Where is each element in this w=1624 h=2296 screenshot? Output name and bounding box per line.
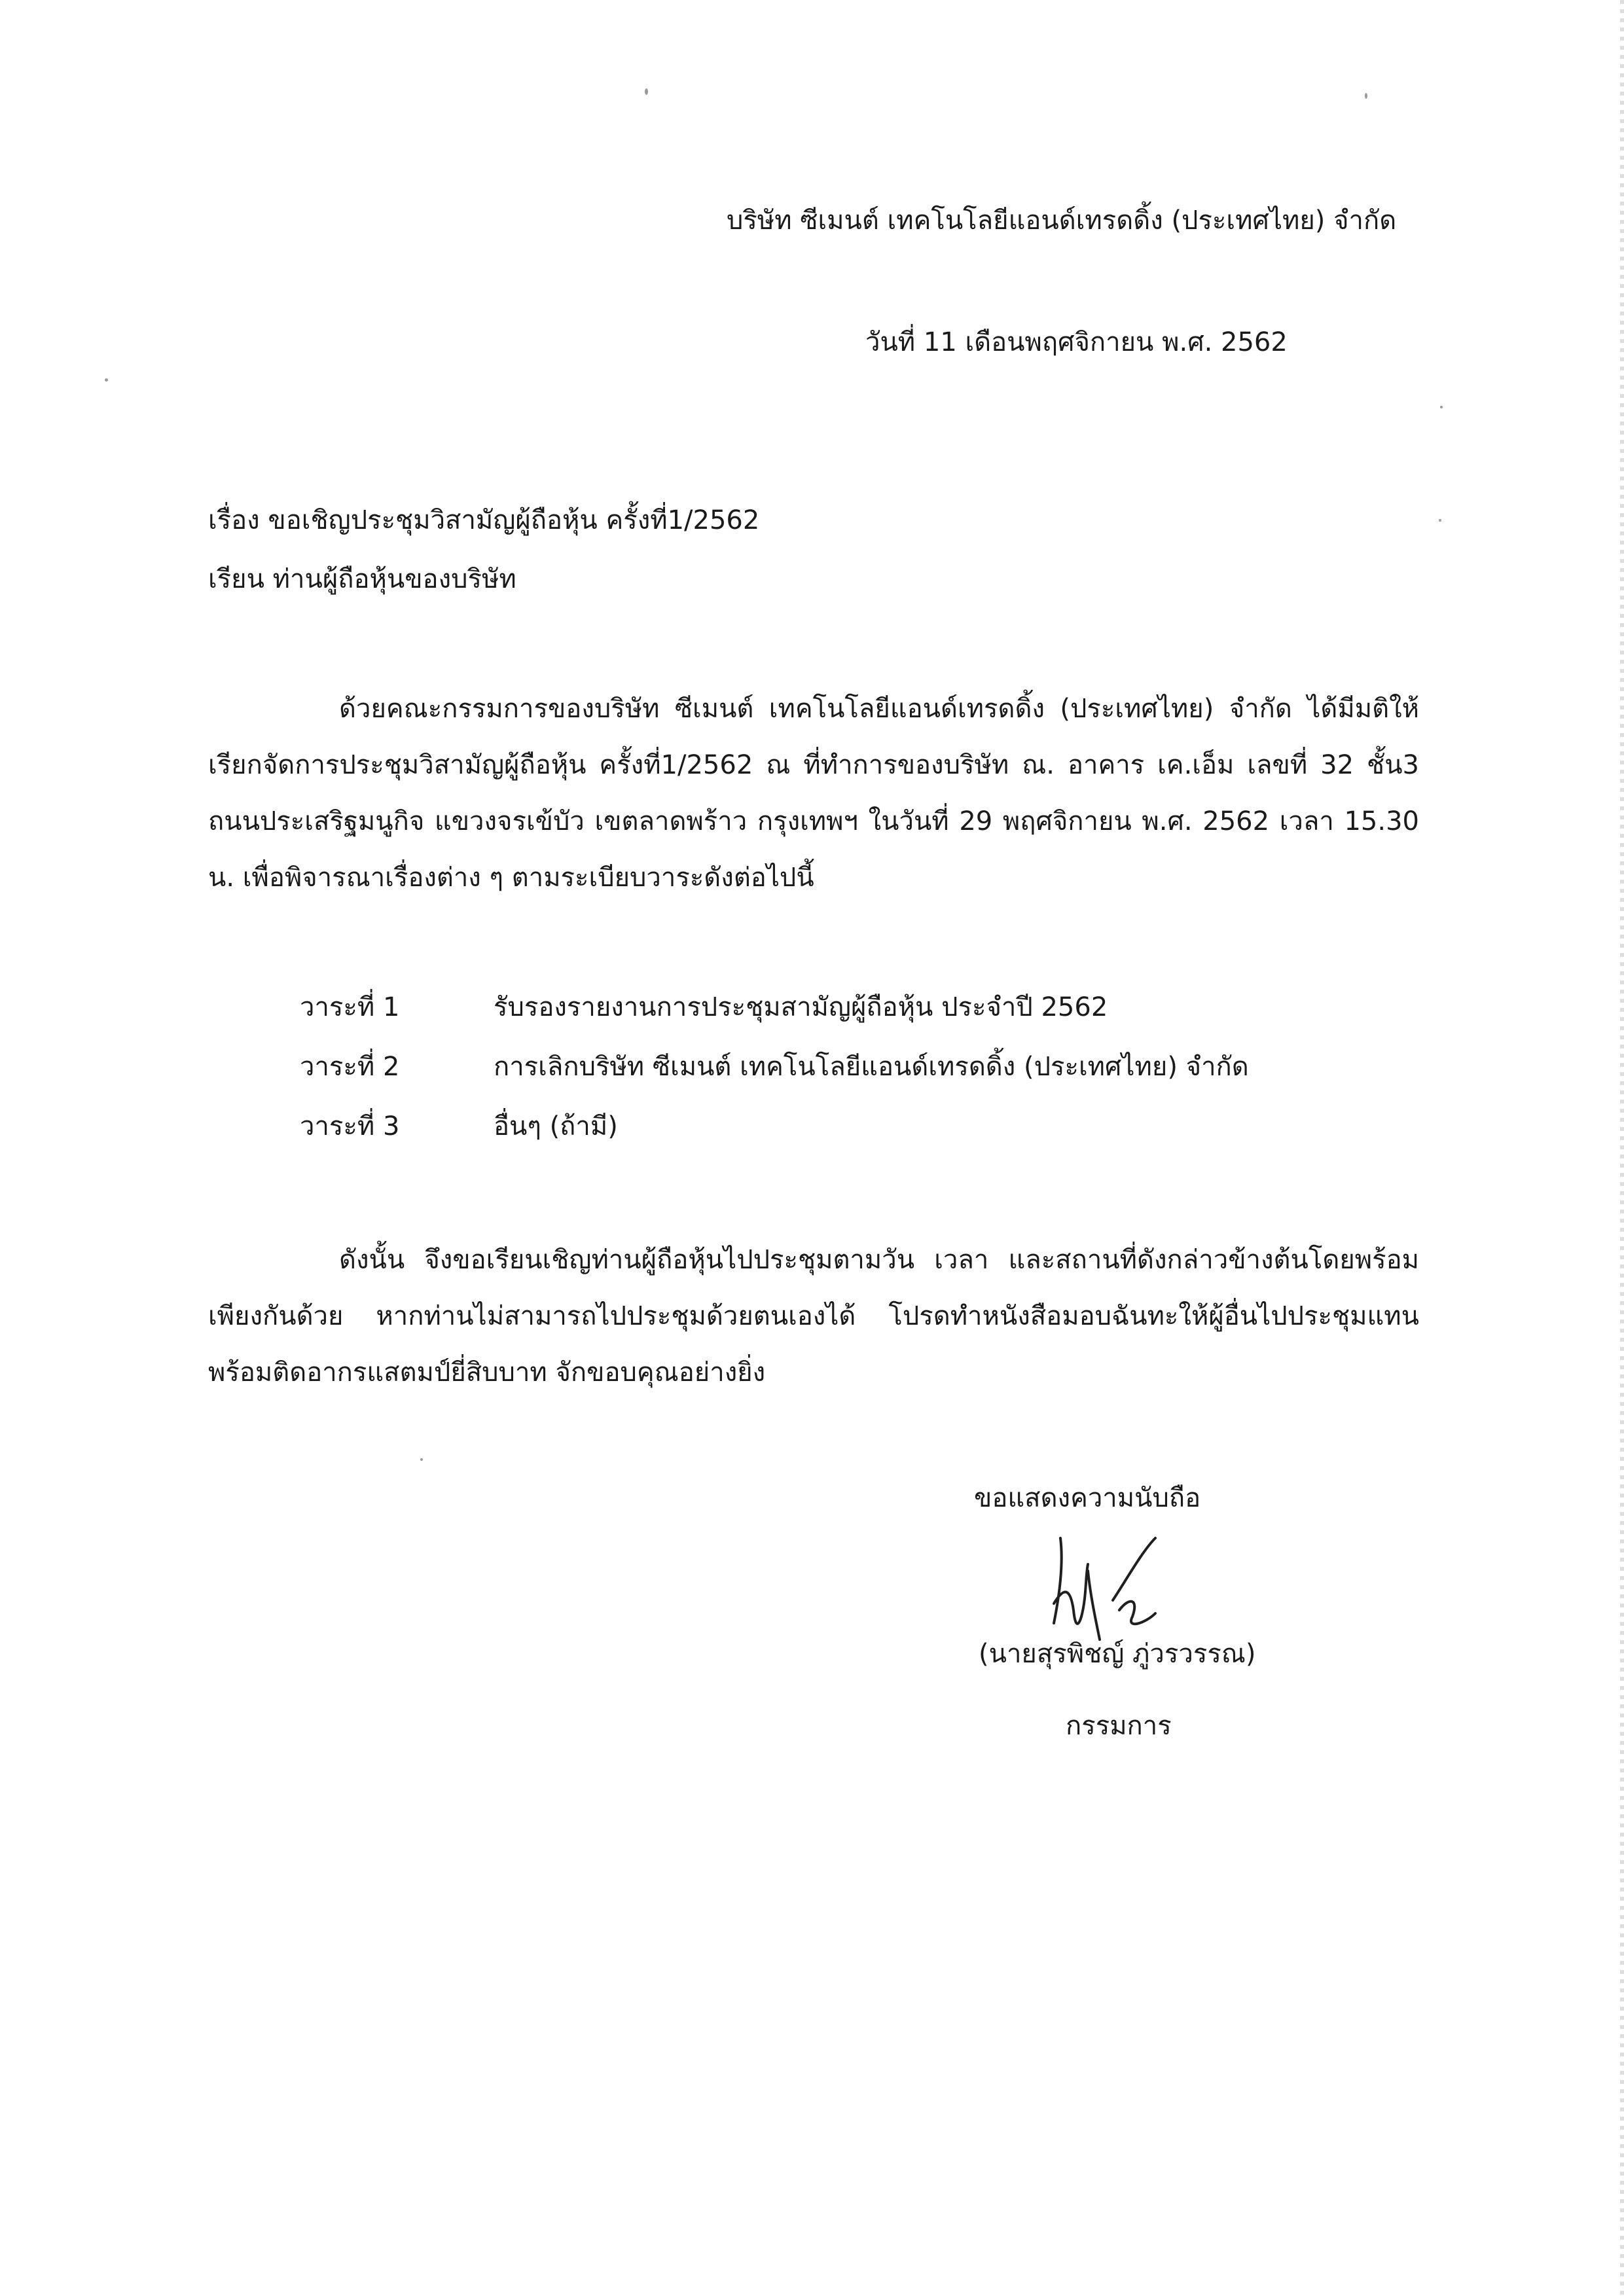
agenda-item <box>300 1049 1249 1085</box>
company-header: บริษัท ซีเมนต์ เทคโนโลยีแอนด์เทรดดิ้ง (ประเทศไทย) จำกัด <box>727 206 1397 236</box>
closing-line: ขอแสดงความนับถือ <box>974 1483 1201 1513</box>
body-paragraph-2 <box>208 1232 1419 1401</box>
scan-speck <box>105 378 108 382</box>
signatory-title: กรรมการ <box>1066 1711 1172 1741</box>
agenda-number: วาระที่ 1 <box>300 992 400 1022</box>
signatory-name: (นายสุรพิชญ์ ภู่วรวรรณ) <box>979 1639 1256 1669</box>
body-paragraph-2-text: ดังนั้น จึงขอเรียนเชิญท่านผู้ถือหุ้นไปประชุมตามวัน เวลา และสถานที่ดังกล่าวข้างต้นโดยพร้อมเพียงกันด้วย หากท่านไม่สามารถไปประชุมด้วยตนเองได้ โปรดทำหนังสือมอบฉันทะให้ผู้อื่นไปประชุมแทน พร้อมติดอากรแสตมป์ยี่สิบบาท จักขอบคุณอย่างยิ่ง <box>208 1245 1419 1388</box>
scan-speck <box>1440 406 1443 408</box>
scan-speck <box>645 88 648 95</box>
agenda-number: วาระที่ 2 <box>300 1052 400 1082</box>
body-paragraph-1-text: ด้วยคณะกรรมการของบริษัท ซีเมนต์ เทคโนโลยีแอนด์เทรดดิ้ง (ประเทศไทย) จำกัด ได้มีมติให้เรียกจัดการประชุมวิสามัญผู้ถือหุ้น ครั้งที่1/2562 ณ ที่ทำการของบริษัท ณ. อาคาร เค.เอ็ม เลขที่ 32 ชั้น3 ถนนประเสริฐมนูกิจ แขวงจรเข้บัว เขตลาดพร้าว กรุงเทพฯ ในวันที่ 29 พฤศจิกายน พ.ศ. 2562 เวลา 15.30 น. เพื่อพิจารณาเรื่องต่าง ๆ ตามระเบียบวาระดังต่อไปนี้ <box>208 694 1419 893</box>
agenda-text: รับรองรายงานการประชุมสามัญผู้ถือหุ้น ประจำปี 2562 <box>494 992 1108 1022</box>
handwritten-signature <box>1034 1525 1191 1649</box>
agenda-text: การเลิกบริษัท ซีเมนต์ เทคโนโลยีแอนด์เทรดดิ้ง (ประเทศไทย) จำกัด <box>494 1052 1249 1082</box>
recipient-line: เรียน ท่านผู้ถือหุ้นของบริษัท <box>208 564 516 594</box>
scan-speck <box>1439 519 1441 522</box>
agenda-text: อื่นๆ (ถ้ามี) <box>494 1111 618 1141</box>
agenda-number: วาระที่ 3 <box>300 1111 400 1141</box>
scan-speck <box>1365 93 1367 99</box>
scan-speck <box>420 1458 423 1461</box>
body-paragraph-1 <box>208 681 1419 906</box>
agenda-item <box>300 990 1108 1025</box>
scan-edge-artifact <box>1620 0 1624 2296</box>
date-line: วันที่ 11 เดือนพฤศจิกายน พ.ศ. 2562 <box>865 327 1288 357</box>
agenda-item <box>300 1109 618 1144</box>
subject-line: เรื่อง ขอเชิญประชุมวิสามัญผู้ถือหุ้น ครั้งที่1/2562 <box>208 505 760 535</box>
